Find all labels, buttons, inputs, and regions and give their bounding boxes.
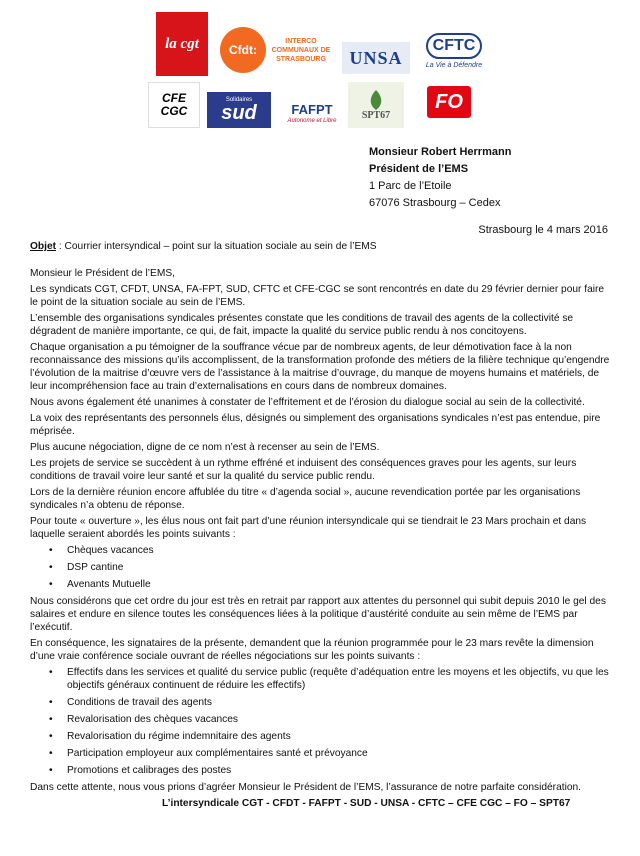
fo-logo-text: FO: [427, 86, 471, 118]
recipient-street: 1 Parc de l’Etoile: [369, 180, 452, 192]
closing-paragraph: Dans cette attente, nous vous prions d’agréer Monsieur le Président de l’EMS, l’assurance de notre parfaite considération.: [30, 782, 581, 793]
recipient-name: Monsieur Robert Herrmann: [369, 146, 512, 158]
cftc-logo-text: CFTC: [426, 33, 483, 59]
cftc-logo-subtext: La Vie à Défendre: [425, 62, 483, 69]
spt67-leaf-icon: [365, 89, 387, 111]
list-item: • Avenants Mutuelle: [30, 578, 610, 591]
cfdt-badge: [220, 27, 266, 73]
letter-date: Strasbourg le 4 mars 2016: [478, 224, 608, 236]
list-item: • DSP cantine: [30, 561, 610, 574]
cgt-logo-text: la cgt: [165, 35, 199, 52]
fafpt-logo-text: FAFPT: [291, 101, 333, 117]
cgt-logo: [156, 12, 208, 76]
paragraph: Nous considérons que cet ordre du jour est très en retrait par rapport aux attentes du personnel qui subit depuis 2010 le gel des salaires et endure en silence toutes les conséquences liées à la politique d’austérité conduite au sein même de l’EMS par l’exécutif.: [30, 596, 606, 633]
paragraph: Les projets de service se succèdent à un rythme effréné et induisent des conséquences graves pour les agents, sur leurs conditions de travail voire leur santé et sur la qualité du service public rendu.: [30, 458, 577, 482]
fafpt-logo-subtext: Autonome et Libre: [287, 117, 337, 124]
letter-body: [30, 240, 610, 813]
recipient-title: Président de l’EMS: [369, 163, 469, 175]
spt67-logo: [348, 82, 404, 128]
sud-logo: [207, 92, 271, 128]
cfe-cgc-logo-text: CFE CGC: [160, 91, 188, 118]
paragraph: Les syndicats CGT, CFDT, UNSA, FA-FPT, SUD, CFTC et CFE-CGC se sont rencontrés en date du 29 février dernier pour faire le point de la situation sociale au sein de l’EMS.: [30, 284, 605, 308]
cfdt-logo-text: Cfdt:: [229, 43, 257, 57]
subject-line: [30, 240, 610, 253]
cfdt-logo-subtext: INTERCO COMMUNAUX DE STRASBOURG: [271, 37, 331, 63]
subject-text: : Courrier intersyndical – point sur la situation sociale au sein de l’EMS: [56, 241, 377, 252]
cftc-logo: [424, 24, 484, 78]
unsa-logo: [342, 42, 410, 74]
signature: L’intersyndicale CGT - CFDT - FAFPT - SUD - UNSA - CFTC – CFE CGC – FO – SPT67: [162, 798, 571, 809]
fafpt-logo: [281, 96, 343, 130]
recipient-address: [369, 144, 511, 212]
paragraph: L’ensemble des organisations syndicales présentes constate que les conditions de travail des agents de la collectivité se dégradent de manière importante, ce qui, de fait, impacte la qualité du service public rendu à nos concitoyens.: [30, 313, 574, 337]
unsa-logo-text: UNSA: [349, 48, 403, 68]
sud-logo-text: sud: [221, 102, 257, 124]
agenda-list: [30, 544, 610, 591]
demands-list: [30, 666, 610, 777]
cfdt-logo: [220, 26, 334, 74]
paragraph: Nous avons également été unanimes à constater de l’effritement et de l’érosion du dialogue social au sein de la collectivité.: [30, 397, 585, 408]
cfe-cgc-logo: [148, 82, 200, 128]
list-item: • Conditions de travail des agents: [30, 696, 610, 709]
list-item: • Chèques vacances: [30, 544, 610, 557]
spt67-logo-text: SPT67: [361, 110, 391, 121]
salutation: Monsieur le Président de l’EMS,: [30, 268, 175, 279]
list-item: • Effectifs dans les services et qualité du service public (requête d’adéquation entre les moyens et les objectifs, vu que les objectifs généraux continuent de réduire les effectifs): [30, 666, 610, 692]
fo-logo: [426, 82, 472, 122]
sud-logo-subtext: Solidaires: [225, 97, 253, 103]
list-item: • Revalorisation des chèques vacances: [30, 713, 610, 726]
paragraph: En conséquence, les signataires de la présente, demandent que la réunion programmée pour le 23 mars revête la dimension d’une vraie conférence sociale ouvrant de réelles négociations sur les points suivants :: [30, 638, 594, 662]
paragraph: Pour toute « ouverture », les élus nous ont fait part d’une réunion intersyndicale qui se tiendrait le 23 Mars prochain et dans laquelle seraient abordés les points suivants :: [30, 516, 587, 540]
subject-label: Objet: [30, 241, 57, 252]
paragraph: La voix des représentants des personnels élus, désignés ou simplement des organisations syndicales n’est pas entendue, pire méprisée.: [30, 413, 601, 437]
list-item: • Participation employeur aux complémentaires santé et prévoyance: [30, 747, 610, 760]
list-item: • Revalorisation du régime indemnitaire des agents: [30, 730, 610, 743]
paragraph: Chaque organisation a pu témoigner de la souffrance vécue par de nombreux agents, de leur démotivation face à la non reconnaissance des missions qu’ils accomplissent, de la transformation profonde des métiers de la filière technique qu’engendre l’évolution de la maitrise d’œuvre vers de l’assistance à la maitrise d’ouvrage, du manque de moyens humains et matériels, de leur incompréhension face au train d’externalisations en cours dans de nombreux domaines.: [30, 342, 610, 392]
list-item: • Promotions et calibrages des postes: [30, 764, 610, 777]
paragraph: Lors de la dernière réunion encore affublée du titre « d’agenda social », aucune revendication portée par les organisations syndicales n’a obtenu de réponse.: [30, 487, 581, 511]
paragraph: Plus aucune négociation, digne de ce nom n’est à recenser au sein de l’EMS.: [30, 442, 380, 453]
recipient-city: 67076 Strasbourg – Cedex: [369, 197, 501, 209]
